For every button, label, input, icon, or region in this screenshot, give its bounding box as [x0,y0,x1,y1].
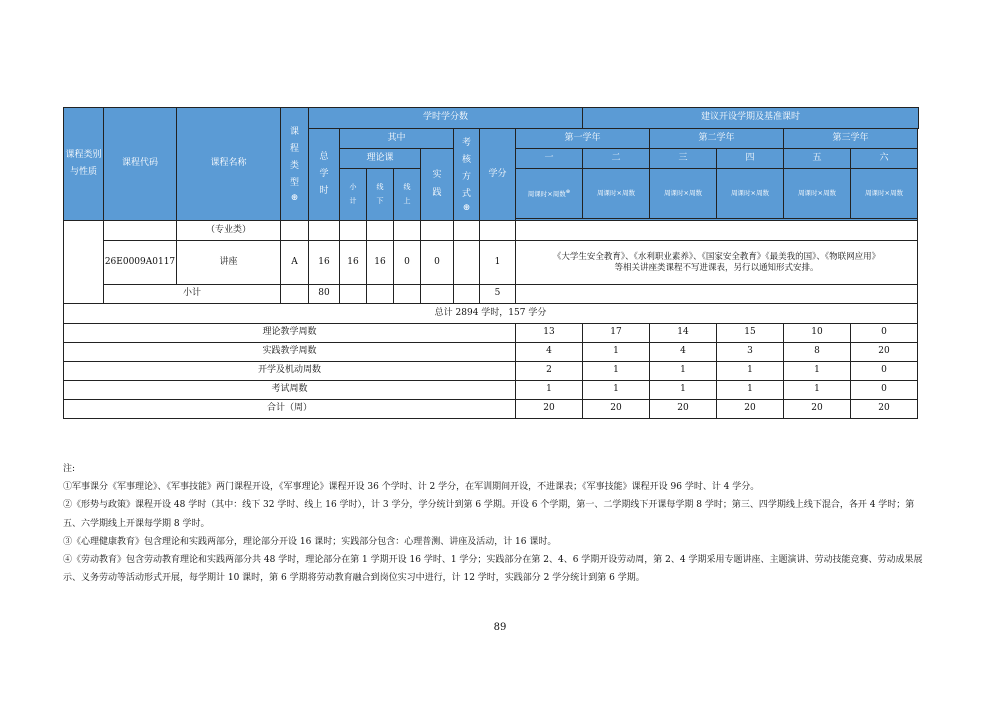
weeks-label: 开学及机动周数 [64,362,516,381]
weeks-value: 20 [851,343,918,362]
weeks-value: 1 [784,362,851,381]
header-offline: 线下 [367,169,394,221]
notes-title: 注: [63,464,76,474]
weeks-value: 8 [784,343,851,362]
header-term-5: 五 [784,149,851,169]
table-row [64,241,919,285]
weeks-value: 1 [583,362,650,381]
header-code: 课程代码 [104,108,177,221]
cell [104,221,177,241]
header-total-hours: 总学时 [309,129,340,221]
weeks-value: 0 [851,381,918,400]
weeks-total-row [64,400,919,419]
course-note-line: 等相关讲座类课程不写进课表，另行以通知形式安排。 [614,262,819,273]
course-exam [454,241,480,285]
cell [367,285,394,304]
note-mark: ① [63,482,73,493]
weeks-value: 10 [784,324,851,343]
header-hours-credits: 学时学分数 [309,108,583,129]
header-year1: 第一学年 [516,129,650,149]
weeks-value: 4 [516,343,583,362]
cell [281,285,309,304]
cell [516,221,918,241]
header-row [64,108,919,129]
header-online: 线上 [394,169,421,221]
cell [480,221,516,241]
note-item [63,478,923,496]
header-term-2: 二 [583,149,650,169]
header-term-6: 六 [851,149,918,169]
grand-total-row [64,304,919,324]
weeks-value: 13 [516,324,583,343]
header-practice: 实践 [421,149,454,221]
weeks-value: 20 [650,400,717,419]
cell [454,285,480,304]
cell [367,221,394,241]
note-item [63,533,923,551]
weeks-value: 1 [650,381,717,400]
weeks-value: 20 [583,400,650,419]
table-row [64,221,919,241]
header-category: 课程类别与性质 [64,108,104,221]
weeks-value: 20 [717,400,784,419]
weeks-label: 理论教学周数 [64,324,516,343]
weeks-value: 3 [717,343,784,362]
weeks-value: 1 [516,381,583,400]
weeks-value: 1 [583,381,650,400]
header-type: 课程类型 ⊛ [281,108,309,221]
header-subtotal: 小计 [340,169,367,221]
weeks-value: 4 [650,343,717,362]
cell [281,221,309,241]
note-mark: ③ [63,536,73,547]
category-cell [64,221,104,304]
course-practice: 0 [421,241,454,285]
weeks-value: 20 [851,400,918,419]
note-mark: ② [63,500,73,511]
note-item [63,496,923,532]
grand-total: 总计 2894 学时，157 学分 [64,304,918,324]
weeks-row [64,362,919,381]
header-exam: 考核方式 ⊛ [454,129,480,221]
note-text: 《心理健康教育》包含理论和实践两部分，理论部分开设 16 课时；实践部分包含：心理普测、讲座及活动，计 16 课时。 [72,536,557,547]
weeks-label: 实践教学周数 [64,343,516,362]
course-schedule-table [63,107,919,419]
weeks-label: 考试周数 [64,381,516,400]
weeks-value: 2 [516,362,583,381]
course-credit: 1 [480,241,516,285]
header-term-1: 一 [516,149,583,169]
header-year3: 第三学年 [784,129,918,149]
cell [421,221,454,241]
weeks-value: 20 [516,400,583,419]
weeks-row [64,343,919,362]
cell [394,221,421,241]
course-offline: 16 [367,241,394,285]
weeks-value: 0 [851,362,918,381]
weeks-value: 1 [650,362,717,381]
subtotal-label: 小计 [104,285,281,304]
weeks-label: 合计（周） [64,400,516,419]
note-text: 军事课分《军事理论》、《军事技能》两门课程开设，《军事理论》课程开设 36 个学时、计 2 学分，在军训期间开设，不进课表；《军事技能》课程开设 96 学时、计 4 学分。 [72,482,760,493]
header-credit: 学分 [480,129,516,221]
note-text: 《形势与政策》课程开设 48 学时（其中：线下 32 学时、线上 16 学时），计 3 学分，学分统计到第 6 学期。开设 6 个学期，第一、二学期线下开课每学期 8 学时；第三、四学期线上线下混合，各开 4 学时；第五、六学期线上开课每学期 8 学时。 [63,500,915,529]
weeks-value: 20 [784,400,851,419]
header-term-4: 四 [717,149,784,169]
subtotal-row [64,285,919,304]
weeks-value: 1 [717,362,784,381]
subtotal-total-hours: 80 [309,285,340,304]
weeks-row [64,381,919,400]
course-note-line: 《大学生安全教育》、《水利职业素养》、《国家安全教育》《最美我的国》、《物联网应用》 [552,251,881,262]
weeks-value: 0 [851,324,918,343]
header-theory: 理论课 [340,149,421,169]
cell [421,285,454,304]
weeks-value: 1 [784,381,851,400]
header-term-unit: 周课时×周数 [784,169,851,219]
weeks-value: 15 [717,324,784,343]
cell [394,285,421,304]
note-item [63,551,923,587]
weeks-row [64,324,919,343]
header-schedule: 建议开设学期及基准课时 [583,108,919,129]
header-among: 其中 [340,129,454,149]
page-number: 89 [493,622,507,633]
course-name: 讲座 [177,241,281,285]
cell [516,285,918,304]
header-term-3: 三 [650,149,717,169]
header-term-unit: 周课时×周数 [717,169,784,219]
weeks-value: 17 [583,324,650,343]
notes-section [63,460,923,587]
header-term-unit: 周课时×周数 [650,169,717,219]
cell [309,221,340,241]
header-name: 课程名称 [177,108,281,221]
header-term-unit: 周课时×周数 [851,169,918,219]
course-code: 26E0009A0117 [104,241,177,285]
header-term-unit: 周课时×周数 [583,169,650,219]
weeks-value: 14 [650,324,717,343]
weeks-value: 1 [717,381,784,400]
cell [454,221,480,241]
course-note [516,241,918,285]
note-text: 《劳动教育》包含劳动教育理论和实践两部分共 48 学时，理论部分在第 1 学期开设 16 学时、1 学分；实践部分在第 2、4、6 学期开设劳动周，第 2、4 学期采用专题讲座、主题演讲、劳动技能竞赛、劳动成果展示、义务劳动等活动形式开展，每学期计 10 课时，第 6 学期将劳动教育融合到岗位实习中进行，计 12 学时，实践部分 2 学分统计到第 6 学期。 [63,555,923,584]
cell [340,221,367,241]
weeks-value: 1 [583,343,650,362]
header-term-unit: 周课时×周数⊛ [516,169,583,219]
course-total-hours: 16 [309,241,340,285]
exam-note-mark: ⊛ [462,203,471,214]
cell [340,285,367,304]
term-note-mark: ⊛ [565,188,571,195]
course-online: 0 [394,241,421,285]
subtotal-credit: 5 [480,285,516,304]
course-type: A [281,241,309,285]
course-subtotal: 16 [340,241,367,285]
type-note-mark: ⊛ [290,192,299,203]
header-year2: 第二学年 [650,129,784,149]
note-mark: ④ [63,555,73,566]
category-label: （专业类） [177,221,281,241]
